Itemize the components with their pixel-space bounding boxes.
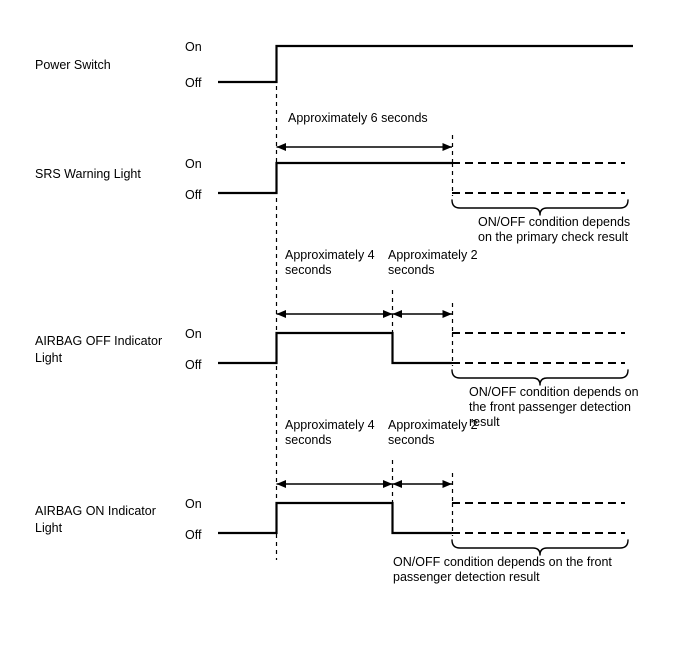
state-label-srs-on: On — [185, 157, 202, 171]
brace-airbag-off-note — [452, 370, 628, 385]
signal-label-airbag-off-line1: AIRBAG OFF Indicator — [35, 334, 163, 348]
note-airbag-on-line1: ON/OFF condition depends on the front — [393, 555, 612, 569]
duration-label-airbag-off-4s-line1: Approximately 4 — [285, 248, 375, 262]
waveform-srs-warning-light — [218, 163, 452, 193]
duration-label-airbag-off-2s-line1: Approximately 2 — [388, 248, 478, 262]
uncertain-region-airbag-off — [452, 333, 625, 366]
duration-arrow-airbag-off-4s — [277, 310, 393, 318]
signal-label-airbag-off-line2: Light — [35, 351, 63, 365]
duration-arrow-airbag-off-2s — [393, 303, 453, 333]
brace-airbag-on-note — [452, 540, 628, 555]
state-label-power-switch-off: Off — [185, 76, 202, 90]
duration-label-airbag-on-4s-line2: seconds — [285, 433, 332, 447]
note-airbag-off-line3: result — [469, 415, 500, 429]
state-label-airbag-on-off: Off — [185, 528, 202, 542]
duration-arrow-srs-6-seconds — [277, 135, 453, 163]
signal-label-airbag-on-line1: AIRBAG ON Indicator — [35, 504, 156, 518]
state-label-airbag-on-on: On — [185, 497, 202, 511]
state-label-power-switch-on: On — [185, 40, 202, 54]
signal-label-airbag-on-line2: Light — [35, 521, 63, 535]
waveform-power-switch — [218, 46, 633, 82]
note-srs-line1: ON/OFF condition depends — [478, 215, 631, 229]
duration-label-airbag-on-2s-line2: seconds — [388, 433, 435, 447]
state-label-airbag-off-on: On — [185, 327, 202, 341]
duration-label-airbag-off-2s-line2: seconds — [388, 263, 435, 277]
duration-label-airbag-off-4s-line2: seconds — [285, 263, 332, 277]
duration-label-airbag-on-2s-line1: Approximately 2 — [388, 418, 478, 432]
uncertain-region-airbag-on — [452, 503, 625, 536]
signal-label-power-switch: Power Switch — [35, 58, 111, 72]
state-label-airbag-off-off: Off — [185, 358, 202, 372]
duration-label-srs-6-seconds: Approximately 6 seconds — [288, 111, 428, 125]
duration-label-airbag-on-4s-line1: Approximately 4 — [285, 418, 375, 432]
note-airbag-off-line1: ON/OFF condition depends on — [469, 385, 639, 399]
duration-arrow-airbag-on-4s — [277, 480, 393, 488]
note-airbag-on-line2: passenger detection result — [393, 570, 540, 584]
duration-arrow-airbag-on-2s — [393, 473, 453, 503]
brace-srs-note — [452, 200, 628, 215]
state-label-srs-off: Off — [185, 188, 202, 202]
note-airbag-off-line2: the front passenger detection — [469, 400, 631, 414]
note-srs-line2: on the primary check result — [478, 230, 629, 244]
waveform-airbag-on-indicator — [218, 503, 452, 533]
waveform-airbag-off-indicator — [218, 333, 452, 363]
signal-label-srs-warning-light: SRS Warning Light — [35, 167, 141, 181]
uncertain-region-srs — [452, 163, 625, 196]
